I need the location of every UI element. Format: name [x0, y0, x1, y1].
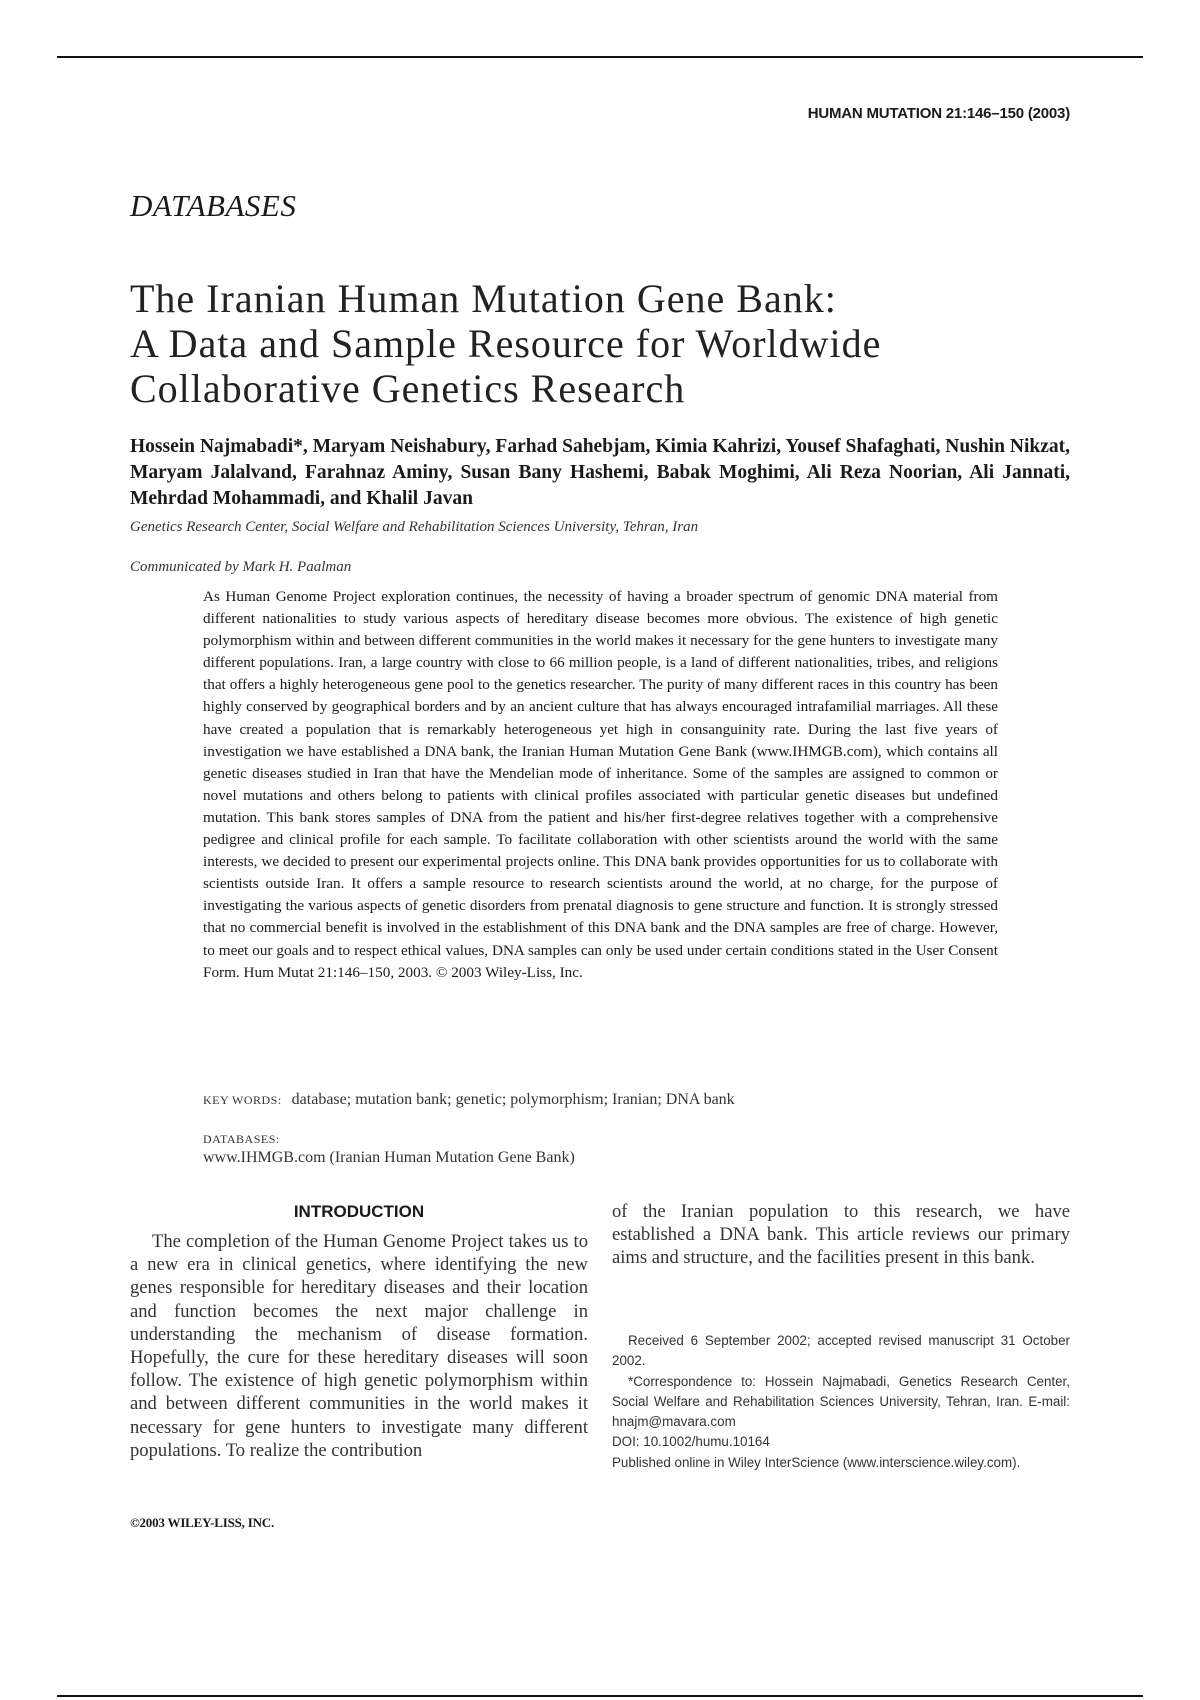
- abstract: As Human Genome Project exploration continues, the necessity of having a broader spectrum of genomic DNA material from different nationalities to study various aspects of hereditary disease becomes more obvious. The existence of high genetic polymorphism within and between different communities in the world makes it necessary for the gene hunters to investigate many different populations. Iran, a large country with close to 66 million people, is a land of different nationalities, tribes, and religions that offers a highly heterogeneous gene pool to the genetics researcher. The purity of many different races in this country has been highly conserved by geographical borders and by an ancient culture that has always encouraged intrafamilial marriages. All these have created a population that is remarkably heterogeneous yet high in consanguinity rate. During the last five years of investigation we have established a DNA bank, the Iranian Human Mutation Gene Bank (www.IHMGB.com), which contains all genetic diseases studied in Iran that have the Mendelian mode of inheritance. Some of the samples are assigned to common or novel mutations and others belong to patients with clinical profiles associated with particular genetic diseases but undefined mutation. This bank stores samples of DNA from the patient and his/her first-degree relatives together with a comprehensive pedigree and clinical profile for each sample. To facilitate collaboration with other scientists around the world with the same interests, we decided to present our experimental projects online. This DNA bank provides opportunities for us to collaborate with scientists outside Iran. It offers a sample resource to research scientists around the world, at no charge, for the purpose of investigating the various aspects of genetic disorders from prenatal diagnosis to gene structure and function. It is strongly stressed that no commercial benefit is involved in the establishment of this DNA bank and the DNA samples are free of charge. However, to meet our goals and to respect ethical values, DNA samples can only be used under certain conditions stated in the User Consent Form. Hum Mutat 21:146–150, 2003. © 2003 Wiley-Liss, Inc.: [203, 588, 998, 981]
- affiliation: Genetics Research Center, Social Welfare and Rehabilitation Sciences University, Tehran, Iran: [130, 519, 699, 535]
- article-title: [130, 276, 1090, 411]
- title-line-2: A Data and Sample Resource for Worldwide: [130, 321, 882, 366]
- communicated-by: Communicated by Mark H. Paalman: [130, 559, 352, 575]
- keywords-list: database; mutation bank; genetic; polymorphism; Iranian; DNA bank: [291, 1091, 735, 1108]
- received-note: Received 6 September 2002; accepted revised manuscript 31 October 2002.: [612, 1333, 1070, 1369]
- section-label: DATABASES: [130, 188, 297, 223]
- bottom-rule: [57, 1695, 1143, 1697]
- copyright-footer: ©2003 WILEY-LISS, INC.: [130, 1515, 275, 1530]
- introduction-heading: INTRODUCTION: [293, 1202, 425, 1221]
- title-line-1: The Iranian Human Mutation Gene Bank:: [130, 276, 837, 321]
- top-rule: [57, 56, 1143, 58]
- published-note: Published online in Wiley InterScience (www.interscience.wiley.com).: [612, 1454, 1021, 1470]
- journal-header: HUMAN MUTATION 21:146–150 (2003): [807, 105, 1070, 122]
- introduction-paragraph-right: of the Iranian population to this research, we have established a DNA bank. This article reviews our primary aims and structure, and the facilities present in this bank.: [612, 1201, 1070, 1269]
- title-line-3: Collaborative Genetics Research: [130, 366, 686, 411]
- left-column: [130, 1200, 588, 1462]
- doi-note: DOI: 10.1002/humu.10164: [612, 1434, 770, 1450]
- right-column: [612, 1200, 1070, 1270]
- databases-entry: www.IHMGB.com (Iranian Human Mutation Gene Bank): [203, 1149, 575, 1166]
- footnotes: [612, 1331, 1070, 1473]
- keywords: [203, 1091, 735, 1109]
- correspondence-note: *Correspondence to: Hossein Najmabadi, Genetics Research Center, Social Welfare and Rehabilitation Sciences University, Tehran, Iran. E-mail: hnajm@mavara.com: [612, 1373, 1070, 1430]
- databases-label: DATABASES:: [203, 1132, 280, 1146]
- keywords-label: KEY WORDS:: [203, 1093, 282, 1107]
- author-list: Hossein Najmabadi*, Maryam Neishabury, Farhad Sahebjam, Kimia Kahrizi, Yousef Shafaghati, Nushin Nikzat, Maryam Jalalvand, Farahnaz Aminy, Susan Bany Hashemi, Babak Moghimi, Ali Reza Noorian, Ali Jannati, Mehrdad Mohammadi, and Khalil Javan: [130, 436, 1070, 509]
- introduction-paragraph-left: The completion of the Human Genome Project takes us to a new era in clinical genetics, where identifying the new genes responsible for hereditary diseases and their location and function becomes the next major challenge in understanding the mechanism of disease formation. Hopefully, the cure for these hereditary diseases will soon follow. The existence of high genetic polymorphism within and between different communities in the world makes it necessary for gene hunters to investigate many different populations. To realize the contribution: [130, 1231, 588, 1461]
